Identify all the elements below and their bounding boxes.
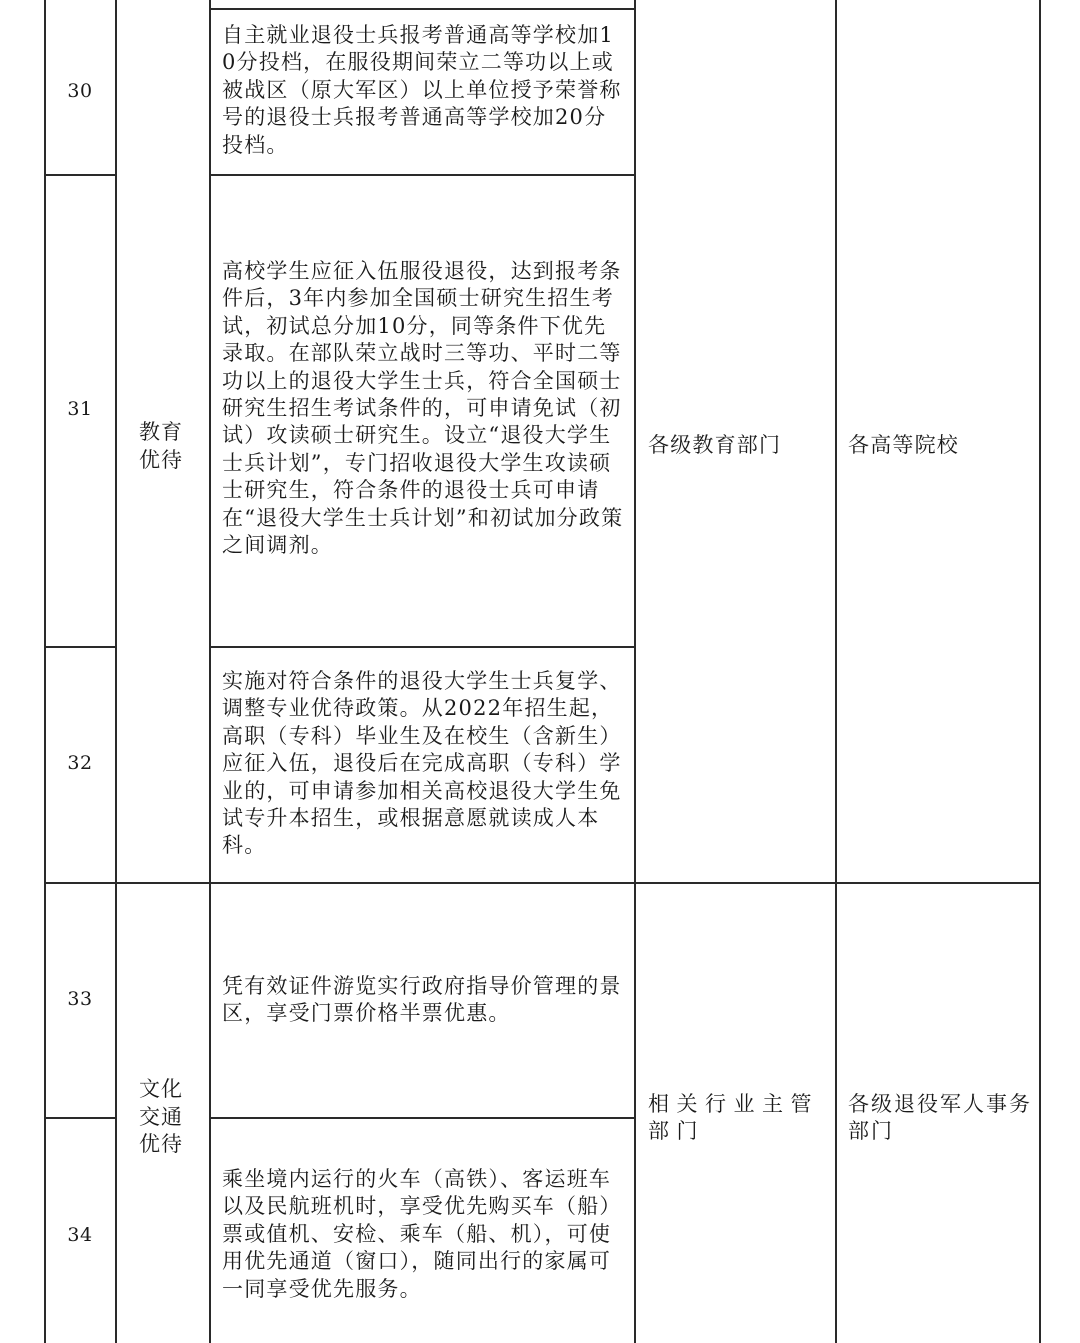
policy-content: 乘坐境内运行的火车（高铁）、客运班车以及民航班机时，享受优先购买车（船）票或值机、安检、乘车（船、机），可使用优先通道（窗口），随同出行的家属可一同享受优先服务。 (222, 1167, 622, 1301)
grid-line (209, 1117, 636, 1119)
row-number: 33 (67, 988, 93, 1010)
row-number: 32 (67, 752, 93, 774)
grid-line (44, 646, 117, 648)
department-cell: 各级教育部门 (648, 433, 782, 457)
grid-line (44, 174, 117, 176)
grid-line (835, 0, 837, 1343)
implementer-cell: 各级退役军人事务部门 (848, 1092, 1032, 1144)
policy-content: 自主就业退役士兵报考普通高等学校加10分投档，在服役期间荣立二等功以上或被战区（原大军区）以上单位授予荣誉称号的退役士兵报考普通高等学校加20分投档。 (222, 23, 622, 157)
policy-content: 实施对符合条件的退役大学生士兵复学、调整专业优待政策。从2022年招生起，高职（专科）毕业生及在校生（含新生）应征入伍，退役后在完成高职（专科）学业的，可申请参加相关高校退役大学生免试专升本招生，或根据意愿就读成人本科。 (222, 669, 622, 858)
category-cell: 教育优待 (139, 420, 183, 472)
grid-line (209, 174, 636, 176)
row-number: 30 (67, 80, 93, 102)
grid-line (209, 0, 211, 1343)
grid-line (44, 1117, 117, 1119)
grid-line (115, 0, 117, 1343)
grid-line (1039, 0, 1041, 1343)
policy-content: 高校学生应征入伍服役退役，达到报考条件后，3年内参加全国硕士研究生招生考试，初试总分加10分，同等条件下优先录取。在部队荣立战时三等功、平时二等功以上的退役大学生士兵，符合全国硕士研究生招生考试条件的，可申请免试（初试）攻读硕士研究生。设立“退役大学生士兵计划”，专门招收退役大学生攻读硕士研究生，符合条件的退役士兵可申请在“退役大学生士兵计划”和初试加分政策之间调剂。 (222, 259, 624, 558)
grid-line (209, 8, 636, 10)
grid-line (44, 0, 46, 1343)
row-number: 31 (67, 398, 93, 420)
grid-line (634, 0, 636, 1343)
department-cell: 相关行业主管部门 (648, 1092, 819, 1144)
policy-content: 凭有效证件游览实行政府指导价管理的景区，享受门票价格半票优惠。 (222, 974, 622, 1026)
category-cell: 文化交通优待 (139, 1077, 183, 1156)
implementer-cell: 各高等院校 (848, 433, 959, 457)
row-number: 34 (67, 1224, 93, 1246)
grid-line (44, 882, 1041, 884)
grid-line (209, 646, 636, 648)
